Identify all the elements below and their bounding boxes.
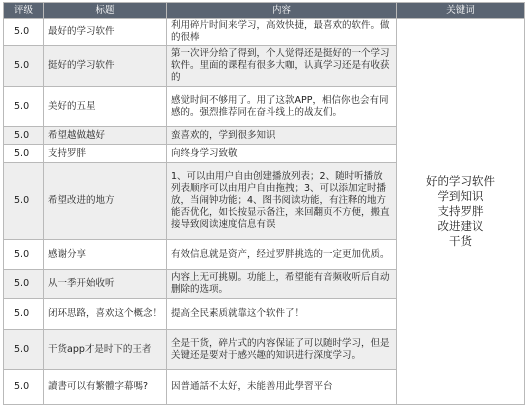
content-cell: 全是干货，碎片式的内容保证了可以随时学习，但是关键还是要对于感兴趣的知识进行深度学习。 <box>167 329 397 370</box>
keyword: 学到知识 <box>437 189 484 203</box>
content-cell: 因普通話不太好，未能善用此學習平台 <box>167 370 397 405</box>
title-cell: 希望改进的地方 <box>44 162 167 239</box>
content-cell: 第一次评分给了得到，个人觉得还是挺好的一个学习软件。里面的课程有很多大咖，认真学习还是有收获的 <box>167 46 397 87</box>
header-keywords: 关键词 <box>397 3 525 19</box>
title-cell: 美好的五星 <box>44 86 167 127</box>
content-cell: 有效信息就是资产，经过罗胖挑选的一定更加优质。 <box>167 240 397 270</box>
keyword: 支持罗胖 <box>437 204 484 218</box>
title-cell: 闭环思路，喜欢这个概念！ <box>44 298 167 329</box>
rating-cell: 5.0 <box>4 127 44 145</box>
title-cell: 支持罗胖 <box>44 145 167 163</box>
rating-cell: 5.0 <box>4 298 44 329</box>
title-cell: 挺好的学习软件 <box>44 46 167 87</box>
reviews-table <box>3 2 525 405</box>
content-cell: 内容上无可挑剔。功能上，希望能有音频收听后自动删除的选项。 <box>167 270 397 298</box>
rating-cell: 5.0 <box>4 145 44 163</box>
rating-cell: 5.0 <box>4 370 44 405</box>
title-cell: 感谢分享 <box>44 240 167 270</box>
keyword: 好的学习软件 <box>426 174 495 188</box>
rating-cell: 5.0 <box>4 46 44 87</box>
content-cell: 向终身学习致敬 <box>167 145 397 163</box>
rating-cell: 5.0 <box>4 162 44 239</box>
header-content: 内容 <box>167 3 397 19</box>
title-cell: 最好的学习软件 <box>44 19 167 46</box>
title-cell: 干货app才是时下的王者 <box>44 329 167 370</box>
content-cell: 感觉时间不够用了。用了这款APP，相信你也会有同感的。强烈推荐同在奋斗线上的战友们。 <box>167 86 397 127</box>
header-row <box>4 3 525 19</box>
header-title: 标题 <box>44 3 167 19</box>
title-cell: 讀書可以有繁體字幕嗎? <box>44 370 167 405</box>
header-rating: 评级 <box>4 3 44 19</box>
rating-cell: 5.0 <box>4 86 44 127</box>
keyword: 干货 <box>449 234 472 248</box>
title-cell: 从一季开始收听 <box>44 270 167 298</box>
rating-cell: 5.0 <box>4 270 44 298</box>
content-cell: 提高全民素质就靠这个软件了！ <box>167 298 397 329</box>
rating-cell: 5.0 <box>4 240 44 270</box>
keyword: 改进建议 <box>437 219 484 233</box>
content-cell: 利用碎片时间来学习，高效快捷，最喜欢的软件。做的很棒 <box>167 19 397 46</box>
rating-cell: 5.0 <box>4 329 44 370</box>
title-cell: 希望越做越好 <box>44 127 167 145</box>
keywords-cell <box>397 19 525 405</box>
content-cell: 蛮喜欢的，学到很多知识 <box>167 127 397 145</box>
content-cell: 1、可以由用户自由创建播放列表；2、随时听播放列表顺序可以由用户自由拖拽；3、可以添加定时播放，当闹钟功能；4、图书阅读功能，有注释的地方能否优化，如长按显示备注，来回翻页不方便，搬直接导致阅读速度信息有误 <box>167 162 397 239</box>
rating-cell: 5.0 <box>4 19 44 46</box>
table-row <box>4 19 525 46</box>
